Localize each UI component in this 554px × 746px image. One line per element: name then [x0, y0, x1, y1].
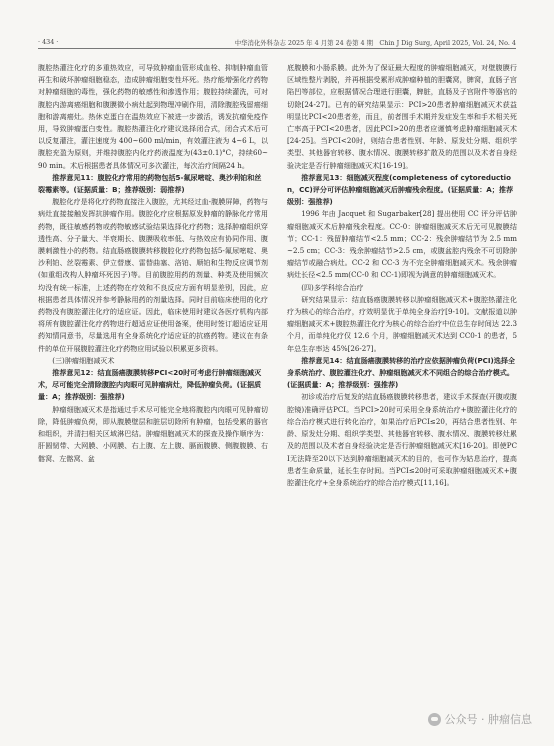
journal-running-title: 中华消化外科杂志 2025 年 4 月第 24 卷第 4 期 Chin J Dig Surg, April 2025, Vol. 24, No. 4 [234, 39, 516, 47]
body-paragraph: 腹腔化疗是将化疗药物直接注入腹腔，尤其经过血-腹膜屏障，药物与病灶直接接触发挥抗肿瘤作用。腹腔化疗应根据原发肿瘤的静脉化疗常用药物，既往敏感药物或药物敏感试验结果选择化疗药物；选择肿瘤组织穿透性高、分子量大、半衰期长、腹膜吸收率低、与热效应有协同作用、腹膜刺激性小的药物。结直肠癌腹膜转移腹腔化疗药物包括5-氟尿嘧啶、奥沙利铂、丝裂霉素、伊立替康、雷替曲塞、洛铂、顺铂和生物反应调节剂(如重组改构人肿瘤坏死因子)等。目前腹腔用药的剂量、种类及使用频次均没有统一标准，上述药物在疗效和不良反应方面有明显差别，因此，应根据患者具体情况并参考静脉用药的剂量选择。同时目前临床使用的化疗药物没有腹腔灌注化疗的适应证。因此，临床使用时建议各医疗机构内部将所有腹腔灌注化疗药物进行超适应证使用备案，使用时签订超适应证用药知情同意书，尽量选用有全身系统化疗适应证的抗癌药物。建议在有条件的单位开展腹腔灌注化疗药物应用试验以积累更多资料。 [38, 197, 268, 353]
recommendation: 推荐意见11：腹腔化疗常用的药物包括5-氟尿嘧啶、奥沙利铂和丝裂霉素等。(证据质量：B；推荐级别：弱推荐) [38, 172, 262, 195]
section-heading: (三)肿瘤细胞减灭术 [52, 355, 115, 365]
watermark [428, 711, 533, 727]
page-header [38, 36, 516, 49]
right-column [287, 62, 517, 692]
recommendation: 推荐意见13：细胞减灭程度(completeness of cytoreduction，CC)评分可评估肿瘤细胞减灭后肿瘤残余程度。(证据质量：A；推荐级别：强推荐) [287, 172, 514, 207]
watermark-text: 公众号 · 肿瘤信息 [444, 713, 532, 726]
body-paragraph: 初诊或治疗后复发的结直肠癌腹膜转移患者，建议手术探查(开腹或腹腔镜)准确评估PCI。当PCI>20时可采用全身系统治疗+腹腔灌注化疗的综合治疗模式进行转化治疗，如果治疗后PCI≤20，再结合患者性别、年龄、原发灶分期、组织学类型、其他器官转移、腹水情况、腹膜转移灶累及的范围以及术者自身经验决定是否行肿瘤细胞减灭术[16-20]。即使PCI无法降至20以下达到肿瘤细胞减灭术的目的，也可作为姑息治疗，提高患者生命质量，延长生存时间。当PCI≤20时可采取肿瘤细胞减灭术+腹腔灌注化疗+全身系统治疗的综合治疗模式[11,16]。 [287, 392, 517, 487]
body-paragraph: 腹腔热灌注化疗的多重热效应，可导致肿瘤血管形成血栓、抑制肿瘤血管再生和破坏肿瘤细胞稳态，造成肿瘤细胞变性坏死。热疗能增强化疗药物对肿瘤细胞的毒性，强化药物的敏感性和渗透作用；腹腔持续灌洗，可对腹腔内游离癌细胞和腹膜微小病灶起到物理冲刷作用，清除腹腔残留癌细胞和游离癌灶。热休克蛋白在温热效应下被进一步激活，诱发抗瘤免疫作用，导致肿瘤蛋白变性。腹腔热灌注化疗建议选择闭合式，闭合式术后可以反复灌注，灌注速度为 400~600 ml/min，有效灌注液为 4~6 L，以腹腔充盈为原则，并维持腹腔内化疗药液温度为(43±0.1)°C，持续60~90 min。术后根据患者具体情况可多次灌注，每次治疗间隔24 h。 [38, 63, 268, 170]
recommendation: 推荐意见14：结直肠癌腹膜转移的治疗应依据肿瘤负荷(PCI)选择全身系统治疗、腹腔灌注化疗、肿瘤细胞减灭术不同组合的综合治疗模式。(证据质量：A；推荐级别：强推荐) [287, 355, 516, 390]
section-heading: (四)多学科综合治疗 [301, 282, 364, 292]
wechat-icon [428, 713, 441, 726]
body-paragraph: 底腹膜和小肠系膜。此外为了保证最大程度的肿瘤细胞减灭，对壁腹膜行区域性整片剥脱，并再根据受累形成肿瘤种植的胆囊窝，脾窝，直肠子宫陷凹等部位，应根据情况合理进行胆囊，脾脏，直肠及子宫附件等器官的切除[24-27]。已有的研究结果显示：PCI>20患者肿瘤细胞减灭术获益明显比PCI<20患者差，而且，前者围手术期并发症发生率和手术相关死亡率高于PCI<20患者，因此PCI>20的患者应谨慎考虑肿瘤细胞减灭术[24-25]。当PCI<20时，则结合患者性别、年龄、原发灶分期、组织学类型、其他器官转移、腹水情况、腹膜转移扩散及的范围以及术者自身经验决定是否行肿瘤细胞减灭术[16-19]。 [287, 63, 517, 170]
body-paragraph: 1996 年由 Jacquet 和 Sugarbaker[28] 提出使用 CC 评分评估肿瘤细胞减灭术后肿瘤残余程度。CC-0：肿瘤细胞减灭术后无可见腹膜结节；CC-1：残留肿瘤结节<2.5 mm；CC-2：残余肿瘤结节为 2.5 mm~2.5 cm；CC-3：残余肿瘤结节>2.5 cm，或腹盆腔内残余不可切除肿瘤结节或融合病灶。CC-2 和 CC-3 为不完全肿瘤细胞减灭术。残余肿瘤病灶长径<2.5 mm(CC-0 和 CC-1)即视为满意的肿瘤细胞减灭术。 [287, 209, 517, 280]
page-number: · 434 · [38, 38, 59, 46]
body-paragraph: 肿瘤细胞减灭术是指通过手术尽可能完全地将腹腔内肉眼可见肿瘤切除，降低肿瘤负荷，即从腹膜壁层和脏层切除所有肿瘤，包括受累的器官和组织，并清扫相关区域淋巴结。肿瘤细胞减灭术的探查及操作顺序为：肝圆韧带、大网膜、小网膜、右上腹、左上腹、膈面腹膜、侧腹腹膜、右髂窝、左髂窝、盆 [38, 404, 268, 463]
body-paragraph: 研究结果显示：结直肠癌腹膜转移以肿瘤细胞减灭术+腹腔热灌注化疗为核心的综合治疗，疗效明显优于单纯全身治疗[9-10]。文献报道以肿瘤细胞减灭术+腹腔热灌注化疗为核心的综合治疗中位总生存时间达 22.3 个月，而单纯化疗仅 12.6 个月，肿瘤细胞减灭术达到 CC0-1 的患者，5 年总生存率达 45%[26-27]。 [287, 294, 517, 353]
left-column [38, 62, 268, 692]
recommendation: 推荐意见12：结直肠癌腹膜转移PCI<20时可考虑行肿瘤细胞减灭术，尽可能完全清除腹腔内肉眼可见肿瘤病灶，降低肿瘤负荷。(证据质量：A；推荐级别：强推荐) [38, 368, 262, 402]
